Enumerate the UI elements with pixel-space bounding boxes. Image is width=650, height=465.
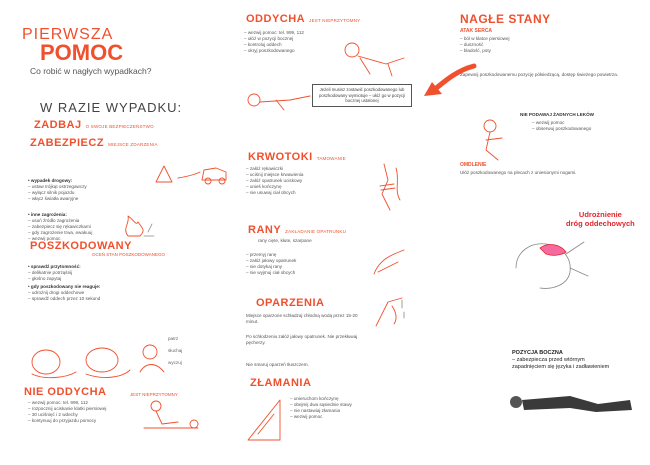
consciousness-check bbox=[28, 264, 100, 302]
leki-steps bbox=[532, 120, 591, 132]
nie-oddycha-line: – kontynuuj do przyjazdu pomocy bbox=[28, 418, 106, 424]
warning-triangle-icon bbox=[156, 166, 172, 182]
airway-illustration bbox=[506, 228, 592, 298]
check2-title: • gdy poszkodowany nie reaguje: bbox=[28, 284, 100, 290]
road-block-title: • wypadek drogowy: bbox=[28, 178, 87, 184]
zlamania-line: – wezwij pomoc bbox=[290, 414, 352, 420]
pozycja-line2: zapadnięciem się języka i zadławieniem bbox=[512, 364, 610, 370]
heart-attack-illustration bbox=[468, 116, 518, 164]
road-line: – ustaw trójkąt ostrzegawczy bbox=[28, 184, 87, 190]
krwotoki-line: – nie usuwaj ciał obcych bbox=[246, 190, 303, 196]
oddycha-note: Jeżeli musisz zostawić poszkodowanego lub poszkodowany wymiotuje – ułóż go w pozycji bocznej ustalonej bbox=[312, 84, 412, 107]
omdlenie-text: Ułóż poszkodowanego na plecach z uniesionymi nogami. bbox=[460, 170, 577, 175]
oparzenia-heading bbox=[256, 297, 324, 309]
fire-block bbox=[28, 212, 92, 242]
sling-illustration bbox=[244, 394, 284, 444]
sense-label-listen: słuchaj bbox=[168, 348, 183, 353]
flame-icon bbox=[126, 216, 143, 236]
zadbaj-heading bbox=[34, 119, 154, 131]
zlamania-line: – unieruchom kończynę bbox=[290, 396, 352, 402]
poszkodowany-label: POSZKODOWANY bbox=[30, 240, 132, 252]
udroznienie-line2: dróg oddechowych bbox=[566, 219, 635, 228]
atak-text: Zapewnij poszkodowanemu pozycję półsiedzącą, dostęp świeżego powietrza. bbox=[460, 72, 619, 77]
atak-steps bbox=[460, 36, 510, 54]
accident-heading: W RAZIE WYPADKU: bbox=[40, 100, 183, 115]
nie-oddycha-label: NIE ODDYCHA bbox=[24, 386, 107, 398]
check1-line: – głośno zapytaj bbox=[28, 276, 100, 282]
rany-line: – nie dotykaj rany bbox=[246, 264, 296, 270]
face-icon bbox=[143, 345, 157, 359]
pozycja-label: POZYCJA BOCZNA bbox=[512, 350, 563, 356]
recovery-illustration bbox=[240, 78, 320, 114]
rany-intro: rany cięte, kłute, szarpane bbox=[258, 238, 312, 243]
road-line: – wyłącz silnik pojazdu bbox=[28, 190, 87, 196]
oparzenia-label: OPARZENIA bbox=[256, 297, 325, 309]
lying-person-icon bbox=[260, 96, 310, 110]
pozycja-line1: – zabezpiecza przed wtórnym bbox=[512, 357, 585, 363]
oparzenia-text3: Nie smaruj oparzeń tłuszczem. bbox=[246, 362, 309, 367]
listen-icon bbox=[86, 348, 118, 372]
rany-tag: ZAKŁADANIE OPATRUNKU bbox=[285, 229, 347, 234]
car-warning-illustration bbox=[150, 156, 230, 190]
cpr-illustration bbox=[138, 398, 208, 434]
side-position-icon bbox=[522, 396, 632, 412]
zlamania-heading bbox=[250, 377, 311, 389]
krwotoki-steps bbox=[246, 166, 303, 196]
oddycha-line: – kontroluj oddech bbox=[244, 42, 304, 48]
atak-line: – ból w klatce piersiowej bbox=[460, 36, 510, 42]
zlamania-steps bbox=[290, 396, 352, 420]
oddycha-steps bbox=[244, 30, 304, 54]
fire-line: – wezwij pomoc bbox=[28, 236, 92, 242]
udroznienie-line1: Udrożnienie bbox=[578, 210, 622, 219]
atak-title: ATAK SERCA bbox=[460, 28, 493, 34]
nie-oddycha-line: – 30 uciśnięć i 2 wdechy bbox=[28, 412, 106, 418]
rany-steps bbox=[246, 252, 296, 276]
title-line1: PIERWSZA bbox=[22, 26, 114, 43]
check1-line: – delikatnie potrząśnij bbox=[28, 270, 100, 276]
fire-line: – usuń źródło zagrożenia bbox=[28, 218, 92, 224]
zlamania-line: – obejmij dwa sąsiednie stawy bbox=[290, 402, 352, 408]
arm-bandage-icon bbox=[382, 164, 400, 210]
arrow-icon bbox=[418, 62, 478, 100]
burn-illustration bbox=[368, 290, 414, 330]
oddycha-heading bbox=[246, 13, 360, 25]
udroznienie-label bbox=[566, 210, 635, 228]
water-tap-icon bbox=[376, 298, 402, 326]
poszkodowany-tag: OCEŃ STAN POSZKODOWANEGO bbox=[92, 252, 166, 257]
nie-oddycha-line: – rozpocznij uciskanie klatki piersiowej bbox=[28, 406, 106, 412]
sling-icon bbox=[248, 400, 280, 440]
nie-oddycha-heading bbox=[24, 386, 107, 398]
oparzenia-text2: Po schłodzeniu załóż jałowy opatrunek. Nie przekłuwaj pęcherzy. bbox=[246, 334, 358, 345]
leki-title: NIE PODAWAJ ŻADNYCH LEKÓW bbox=[520, 112, 595, 117]
sense-labels bbox=[168, 336, 182, 366]
bleeding-illustration bbox=[366, 160, 412, 214]
zabezpiecz-label: ZABEZPIECZ bbox=[30, 137, 105, 149]
omdlenie-title: OMDLENIE bbox=[460, 162, 487, 168]
oddycha-line: – ułóż w pozycji bocznej bbox=[244, 36, 304, 42]
rany-heading bbox=[248, 224, 346, 236]
rany-line: – przemyj ranę bbox=[246, 252, 296, 258]
oddycha-tag: JEST NIEPRZYTOMNY bbox=[309, 18, 361, 23]
nie-oddycha-tag: JEST NIEPRZYTOMNY bbox=[130, 392, 178, 397]
fire-line: – gdy zagrożenie trwa, ewakuuj bbox=[28, 230, 92, 236]
nie-oddycha-line: – wezwij pomoc: tel. 999, 112 bbox=[28, 400, 106, 406]
check2-line: – udrożnij drogi oddechowe bbox=[28, 290, 100, 296]
rany-line: – nie wyjmuj ciał obcych bbox=[246, 270, 296, 276]
nagle-stany-heading: NAGŁE STANY bbox=[460, 12, 551, 26]
sense-label-look: patrz bbox=[168, 336, 179, 341]
subtitle: Co robić w nagłych wypadkach? bbox=[30, 66, 152, 76]
leki-line: – obserwuj poszkodowanego bbox=[532, 126, 591, 132]
breathing-check-illustration bbox=[26, 332, 186, 382]
krwotoki-line: – załóż opatrunek uciskowy bbox=[246, 178, 303, 184]
krwotoki-line: – załóż rękawiczki bbox=[246, 166, 303, 172]
pozycja-block bbox=[512, 350, 609, 371]
fire-line: – zabezpiecz się rękawiczkami bbox=[28, 224, 92, 230]
zlamania-line: – nie nastawiaj złamania bbox=[290, 408, 352, 414]
rany-label: RANY bbox=[248, 224, 282, 236]
bandage-icon bbox=[374, 250, 404, 274]
krwotoki-tag: TAMOWANIE bbox=[316, 156, 346, 161]
atak-line: – bladość, poty bbox=[460, 48, 510, 54]
head-tilt-icon bbox=[32, 350, 60, 374]
breathing-person-illustration bbox=[330, 34, 410, 78]
nie-oddycha-steps bbox=[28, 400, 106, 424]
zabezpiecz-heading bbox=[30, 137, 158, 149]
krwotoki-line: – uciśnij miejsce krwawienia bbox=[246, 172, 303, 178]
krwotoki-label: KRWOTOKI bbox=[248, 151, 313, 163]
zadbaj-tag: O SWOJE BEZPIECZEŃSTWO bbox=[85, 124, 154, 129]
check2-line: – sprawdź oddech przez 10 sekund bbox=[28, 296, 100, 302]
krwotoki-line: – unieś kończynę bbox=[246, 184, 303, 190]
check1-title: • sprawdź przytomność: bbox=[28, 264, 100, 270]
sitting-person-icon bbox=[486, 132, 502, 160]
krwotoki-heading bbox=[248, 151, 346, 163]
recovery-position-illustration bbox=[500, 380, 640, 420]
road-block bbox=[28, 178, 87, 202]
wound-illustration bbox=[368, 244, 408, 280]
oddycha-line: – okryj poszkodowanego bbox=[244, 48, 304, 54]
sense-label-feel: wyczuj bbox=[168, 360, 182, 365]
zadbaj-label: ZADBAJ bbox=[34, 119, 82, 131]
leki-line: – wezwij pomoc bbox=[532, 120, 591, 126]
rany-line: – załóż jałowy opatrunek bbox=[246, 258, 296, 264]
oparzenia-text1: Miejsce oparzone schładzaj chłodną wodą przez 15-20 minut. bbox=[246, 313, 358, 324]
poszkodowany-heading bbox=[30, 240, 132, 252]
oddycha-label: ODDYCHA bbox=[246, 13, 306, 25]
kneeling-icon bbox=[358, 56, 404, 76]
title-line2: POMOC bbox=[40, 40, 124, 65]
atak-line: – duszność bbox=[460, 42, 510, 48]
zlamania-label: ZŁAMANIA bbox=[250, 377, 312, 389]
oddycha-line: – wezwij pomoc: tel. 999, 112 bbox=[244, 30, 304, 36]
fire-block-title: • inne zagrożenia: bbox=[28, 212, 92, 218]
fire-illustration bbox=[118, 210, 158, 240]
zabezpiecz-tag: MIEJSCE ZDARZENIA bbox=[108, 142, 158, 147]
road-line: – włącz światła awaryjne bbox=[28, 196, 87, 202]
